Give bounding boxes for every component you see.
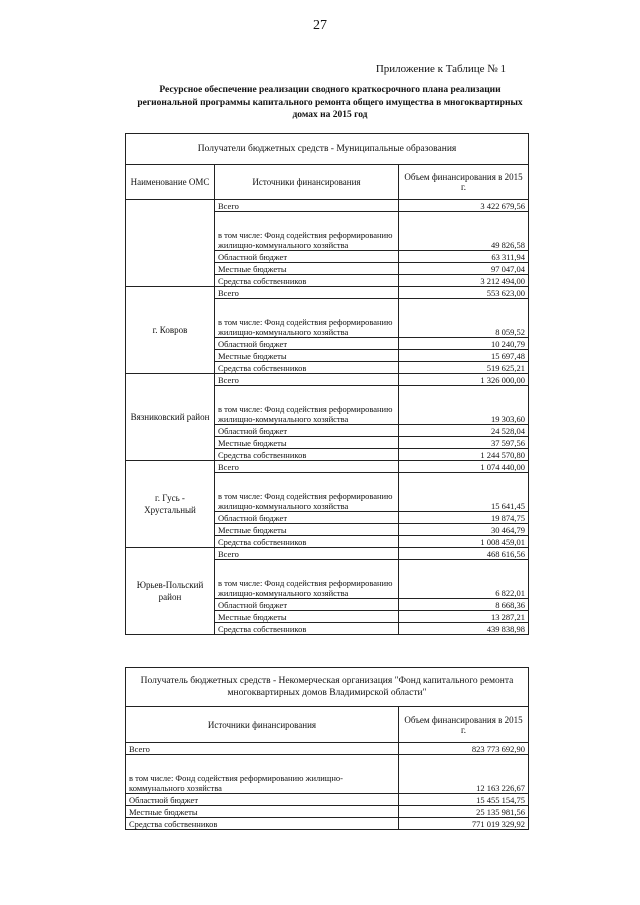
municipal-table-caption: Получатели бюджетных средств - Муниципальные образования [126,134,529,165]
document-title: Ресурсное обеспечение реализации сводного краткосрочного плана реализации региональной программы капитального ремонта общего имущества в многоквартирных домах на 2015 год [137,85,523,120]
fund-table-caption: Получатель бюджетных средств - Некомерческая организация "Фонд капитального ремонта многоквартирных домов Владимирской области" [126,668,529,707]
funding-source: Всего [215,548,399,560]
funding-amount: 13 287,21 [399,611,529,623]
funding-source: Средства собственников [215,536,399,548]
funding-amount: 19 874,75 [399,512,529,524]
table-row [126,374,529,386]
funding-amount: 15 455 154,75 [399,794,529,806]
funding-source: Областной бюджет [215,338,399,350]
funding-amount: 8 668,36 [399,599,529,611]
funding-source: Местные бюджеты [215,263,399,275]
funding-amount: 1 244 570,80 [399,449,529,461]
page-number: 27 [313,18,327,33]
funding-source: в том числе: Фонд содействия реформированию жилищно-коммунального хозяйства [215,299,399,338]
table-row [126,461,529,473]
table-row [126,806,529,818]
funding-source: Средства собственников [215,275,399,287]
table-row [126,287,529,299]
funding-amount: 468 616,56 [399,548,529,560]
funding-amount: 12 163 226,67 [399,755,529,794]
funding-source: Всего [126,743,399,755]
table-row [126,755,529,794]
fund-amount-column-header: Объем финансирования в 2015 г. [399,707,529,743]
fund-sources-column-header: Источники финансирования [126,707,399,743]
funding-amount: 1 074 440,00 [399,461,529,473]
funding-amount: 3 212 494,00 [399,275,529,287]
funding-amount: 37 597,56 [399,437,529,449]
funding-amount: 6 822,01 [399,560,529,599]
funding-source: Средства собственников [215,362,399,374]
funding-amount: 771 019 329,92 [399,818,529,830]
funding-amount: 25 135 981,56 [399,806,529,818]
oms-column-header: Наименование ОМС [126,165,215,200]
funding-source: в том числе: Фонд содействия реформированию жилищно-коммунального хозяйства [126,755,399,794]
table-row [126,548,529,560]
funding-amount: 1 008 459,01 [399,536,529,548]
funding-source: Областной бюджет [215,512,399,524]
funding-amount: 3 422 679,56 [399,200,529,212]
municipal-funding-table [125,133,528,635]
funding-amount: 63 311,94 [399,251,529,263]
funding-amount: 823 773 692,90 [399,743,529,755]
sources-column-header: Источники финансирования [215,165,399,200]
funding-amount: 439 838,98 [399,623,529,635]
funding-source: Областной бюджет [215,599,399,611]
table-row [126,743,529,755]
funding-amount: 1 326 000,00 [399,374,529,386]
funding-amount: 519 625,21 [399,362,529,374]
fund-funding-table [125,667,528,830]
funding-amount: 49 826,58 [399,212,529,251]
funding-source: Областной бюджет [215,425,399,437]
oms-name: г. Гусь - Хрустальный [126,461,215,548]
table-row [126,200,529,212]
funding-source: Всего [215,287,399,299]
funding-amount: 97 047,04 [399,263,529,275]
funding-amount: 15 697,48 [399,350,529,362]
funding-source: Средства собственников [215,449,399,461]
table-row [126,794,529,806]
appendix-label: Приложение к Таблице № 1 [375,63,506,75]
oms-name: г. Ковров [126,287,215,374]
funding-source: Всего [215,200,399,212]
funding-amount: 30 464,79 [399,524,529,536]
funding-source: Областной бюджет [215,251,399,263]
funding-amount: 19 303,60 [399,386,529,425]
funding-amount: 15 641,45 [399,473,529,512]
oms-name [126,200,215,287]
funding-source: в том числе: Фонд содействия реформированию жилищно-коммунального хозяйства [215,473,399,512]
table-row [126,818,529,830]
funding-source: Всего [215,461,399,473]
funding-amount: 8 059,52 [399,299,529,338]
funding-source: Местные бюджеты [215,524,399,536]
oms-name: Вязниковский район [126,374,215,461]
funding-source: Местные бюджеты [215,611,399,623]
funding-source: Средства собственников [126,818,399,830]
funding-source: в том числе: Фонд содействия реформированию жилищно-коммунального хозяйства [215,212,399,251]
funding-source: в том числе: Фонд содействия реформированию жилищно-коммунального хозяйства [215,560,399,599]
oms-name: Юрьев-Польский район [126,548,215,635]
funding-amount: 553 623,00 [399,287,529,299]
funding-source: Всего [215,374,399,386]
funding-source: Местные бюджеты [215,437,399,449]
funding-source: Средства собственников [215,623,399,635]
funding-amount: 24 528,04 [399,425,529,437]
funding-source: в том числе: Фонд содействия реформированию жилищно-коммунального хозяйства [215,386,399,425]
amount-column-header: Объем финансирования в 2015 г. [399,165,529,200]
funding-source: Местные бюджеты [215,350,399,362]
funding-source: Областной бюджет [126,794,399,806]
funding-amount: 10 240,79 [399,338,529,350]
funding-source: Местные бюджеты [126,806,399,818]
